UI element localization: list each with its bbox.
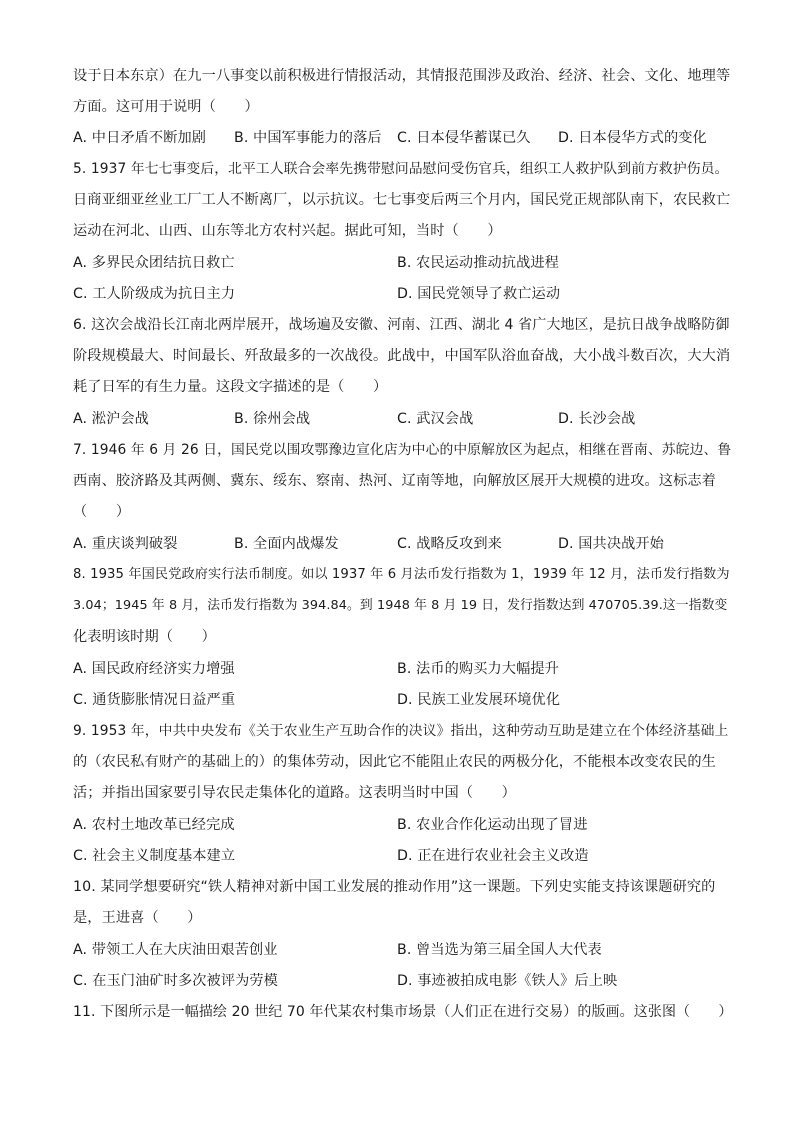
q9-stem-line-3: 活；并指出国家要引导农民走集体化的道路。这表明当时中国（ ） [73,785,516,801]
q9-stem-line-1: 9. 1953 年，中共中央发布《关于农业生产互助合作的决议》指出，这种劳动互助是建立在个体经济基础上 [73,723,729,739]
q6-option-a[interactable]: A. 淞沪会战 [73,411,149,427]
q5-option-b[interactable]: B. 农民运动推动抗战进程 [397,255,559,271]
q10-stem-line-1: 10. 某同学想要研究“铁人精神对新中国工业发展的推动作用”这一课题。下列史实能支持该课题研究的 [73,879,716,895]
q8-option-a[interactable]: A. 国民政府经济实力增强 [73,661,235,677]
q5-stem-line-3: 运动在河北、山西、山东等北方农村兴起。据此可知，当时（ ） [73,223,502,239]
q8-stem-line-2: 3.04；1945 年 8 月，法币发行指数为 394.84。到 1948 年 8 月 19 日，发行指数达到 470705.39.这一指数变 [73,598,728,613]
q5-option-a[interactable]: A. 多界民众团结抗日救亡 [73,255,235,271]
q4-option-c[interactable]: C. 日本侵华蓄谋已久 [397,130,531,146]
q6-option-b[interactable]: B. 徐州会战 [234,411,311,427]
q6-option-d[interactable]: D. 长沙会战 [558,411,636,427]
q4-stem-line-1: 设于日本东京）在九一八事变以前积极进行情报活动，其情报范围涉及政治、经济、社会、文化、地理等 [73,68,731,84]
q7-option-a[interactable]: A. 重庆谈判破裂 [73,536,178,552]
q9-option-b[interactable]: B. 农业合作化运动出现了冒进 [397,817,588,833]
q5-option-d[interactable]: D. 国民党领导了救亡运动 [397,286,561,302]
q5-stem-line-1: 5. 1937 年七七事变后，北平工人联合会率先携带慰问品慰问受伤官兵，组织工人救护队到前方救护伤员。 [73,161,729,177]
q8-stem-line-1: 8. 1935 年国民党政府实行法币制度。如以 1937 年 6 月法币发行指数为 1，1939 年 12 月，法币发行指数为 [73,567,730,582]
q9-stem-line-2: 的（农民私有财产的基础上的）的集体劳动，因此它不能阻止农民的两极分化，不能根本改变农民的生 [73,754,716,770]
q11-stem-line-1: 11. 下图所示是一幅描绘 20 世纪 70 年代某农村集市场景（人们正在进行交易）的版画。这张图（ ） [73,1004,733,1020]
q8-stem-line-3: 化表明该时期（ ） [73,629,216,645]
q7-option-b[interactable]: B. 全面内战爆发 [234,536,339,552]
q10-option-c[interactable]: C. 在玉门油矿时多次被评为劳模 [73,973,278,989]
q6-stem-line-3: 耗了日军的有生力量。这段文字描述的是（ ） [73,379,388,395]
q6-stem-line-2: 阶段规模最大、时间最长、歼敌最多的一次战役。此战中，中国军队浴血奋战，大小战斗数百次，大大消 [73,348,731,364]
q4-option-d[interactable]: D. 日本侵华方式的变化 [558,130,707,146]
q9-option-a[interactable]: A. 农村土地改革已经完成 [73,817,235,833]
q7-stem-line-1: 7. 1946 年 6 月 26 日，国民党以围攻鄂豫边宣化店为中心的中原解放区为起点，相继在晋南、苏皖边、鲁 [73,442,732,458]
q8-option-d[interactable]: D. 民族工业发展环境优化 [397,692,561,708]
q10-option-a[interactable]: A. 带领工人在大庆油田艰苦创业 [73,942,278,958]
q7-option-d[interactable]: D. 国共决战开始 [558,536,664,552]
q4-option-a[interactable]: A. 中日矛盾不断加剧 [73,130,207,146]
q10-option-b[interactable]: B. 曾当选为第三届全国人大代表 [397,942,602,958]
q7-option-c[interactable]: C. 战略反攻到来 [397,536,502,552]
q7-stem-line-2: 西南、胶济路及其两侧、冀东、绥东、察南、热河、辽南等地，向解放区展开大规模的进攻。这标志着 [73,473,716,489]
q8-option-b[interactable]: B. 法币的购买力大幅提升 [397,661,559,677]
q4-option-b[interactable]: B. 中国军事能力的落后 [234,130,382,146]
q4-stem-line-2: 方面。这可用于说明（ ） [73,99,259,115]
q10-option-d[interactable]: D. 事迹被拍成电影《铁人》后上映 [397,973,618,989]
q9-option-c[interactable]: C. 社会主义制度基本建立 [73,848,236,864]
q8-option-c[interactable]: C. 通货膨胀情况日益严重 [73,692,236,708]
q6-option-c[interactable]: C. 武汉会战 [397,411,474,427]
q5-option-c[interactable]: C. 工人阶级成为抗日主力 [73,286,236,302]
q9-option-d[interactable]: D. 正在进行农业社会主义改造 [397,848,589,864]
q7-stem-line-3: （ ） [73,504,131,520]
q6-stem-line-1: 6. 这次会战沿长江南北两岸展开，战场遍及安徽、河南、江西、湖北 4 省广大地区，是抗日战争战略防御 [73,317,730,333]
q5-stem-line-2: 日商亚细亚丝业工厂工人不断离厂，以示抗议。七七事变后两三个月内，国民党正规部队南下，农民救亡 [73,192,731,208]
q10-stem-line-2: 是，王进喜（ ） [73,910,202,926]
